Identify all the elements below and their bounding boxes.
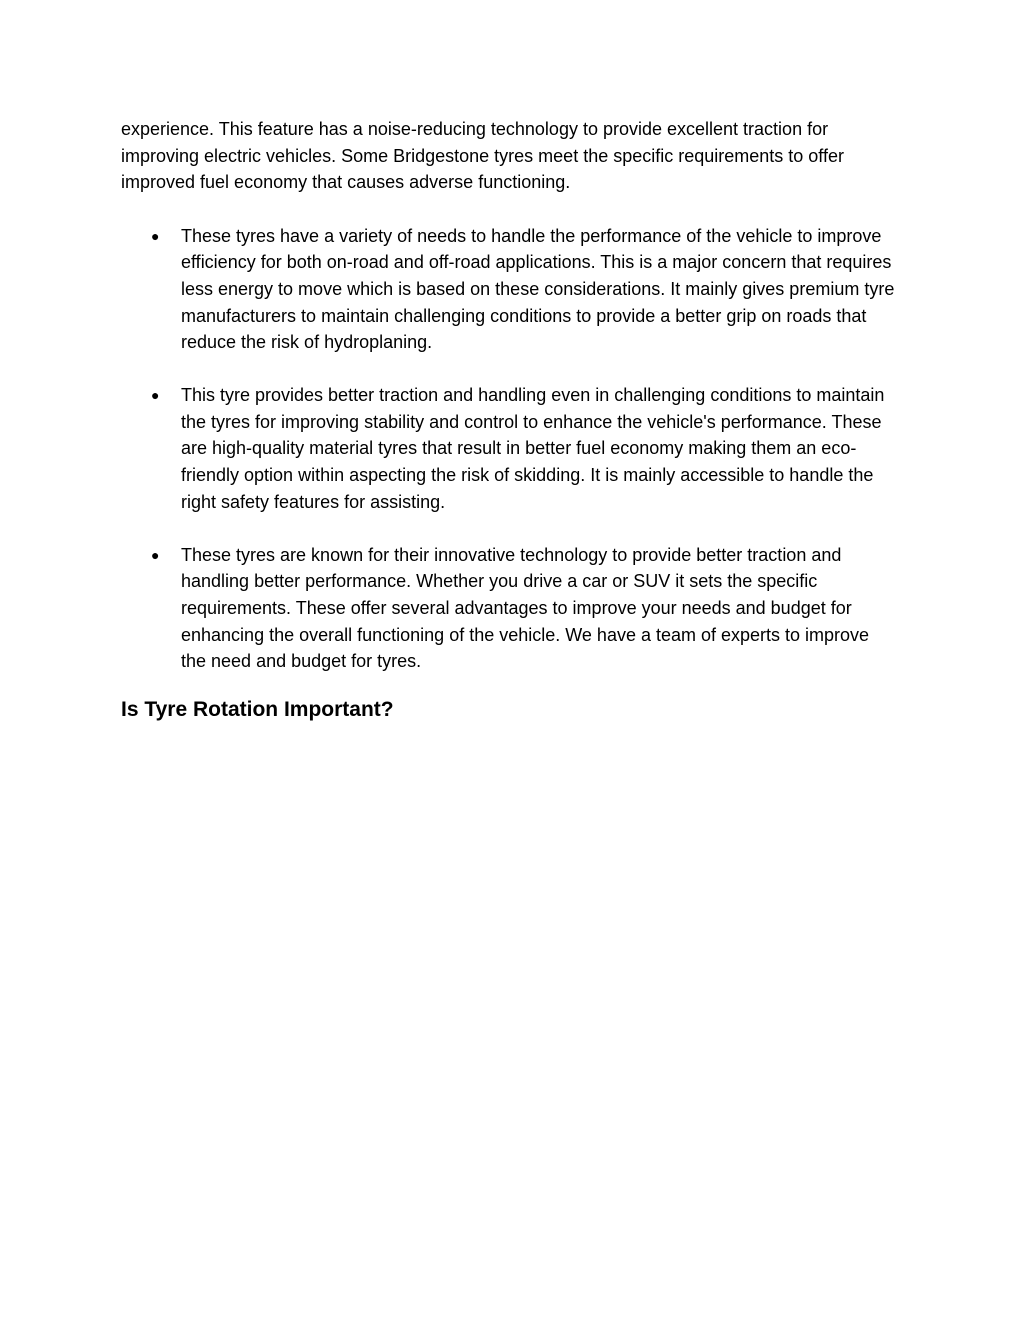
- bullet-text: These tyres have a variety of needs to handle the performance of the vehicle to improve efficiency for both on-road and off-road applications. This is a major concern that requires less energy to move which is based on these considerations. It mainly gives premium tyre manufacturers to maintain challenging conditions to provide a better grip on roads that reduce the risk of hydroplaning.: [181, 225, 895, 353]
- bullet-dot-icon: ●: [151, 387, 160, 404]
- bullet-item: [121, 223, 896, 356]
- bullet-dot-icon: ●: [151, 227, 160, 244]
- bullet-list: [121, 223, 896, 675]
- bullet-item: [121, 382, 896, 515]
- bullet-item: [121, 542, 896, 675]
- bullet-text: These tyres are known for their innovative technology to provide better traction and handling better performance. Whether you drive a car or SUV it sets the specific requirements. These offer several advantages to improve your needs and budget for enhancing the overall functioning of the vehicle. We have a team of experts to improve the need and budget for tyres.: [181, 544, 870, 672]
- bullet-dot-icon: ●: [151, 546, 160, 563]
- intro-paragraph: experience. This feature has a noise-reducing technology to provide excellent traction for improving electric vehicles. Some Bridgestone tyres meet the specific requirements to offer improved fuel economy that causes adverse functioning.: [121, 119, 844, 193]
- bullet-text: This tyre provides better traction and handling even in challenging conditions to maintain the tyres for improving stability and control to enhance the vehicle's performance. These are high-quality material tyres that result in better fuel economy making them an eco-friendly option within aspecting the risk of skidding. It is mainly accessible to handle the right safety features for assisting.: [181, 385, 885, 512]
- document-page: [121, 116, 896, 725]
- section-heading: Is Tyre Rotation Important?: [121, 697, 394, 721]
